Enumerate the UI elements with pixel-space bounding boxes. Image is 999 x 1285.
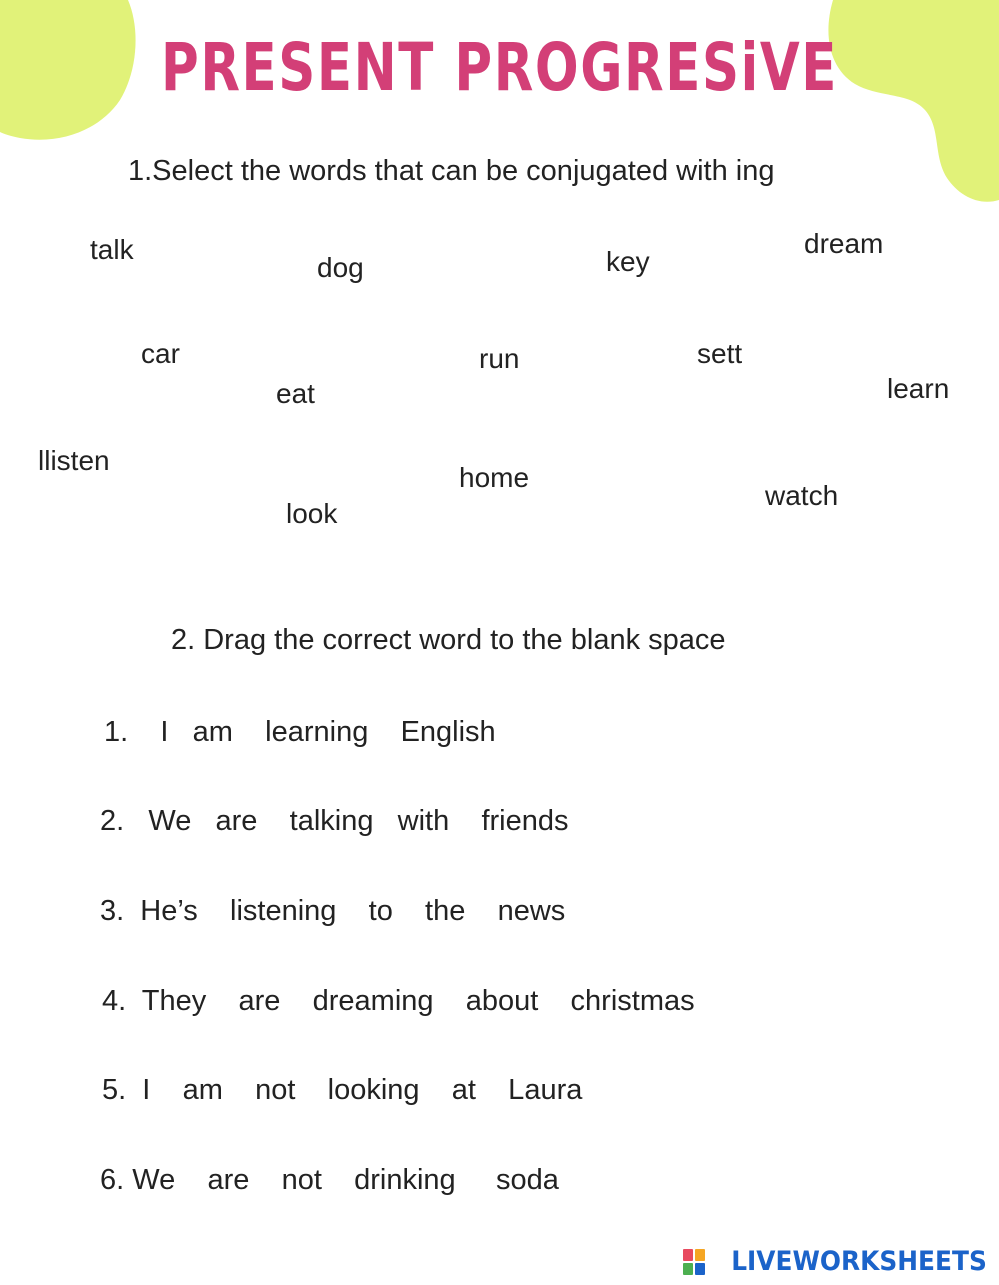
liveworksheets-logo-icon	[683, 1249, 705, 1275]
word-option[interactable]: talk	[90, 234, 134, 265]
brand-name: LIVEWORKSHEETS	[731, 1246, 987, 1277]
word-option[interactable]: run	[479, 343, 520, 374]
page-title: PRESENT PROGRESiVE	[161, 29, 838, 106]
word-option[interactable]: llisten	[38, 445, 110, 476]
sentence-line: 5. I am not looking at Laura	[102, 1074, 583, 1106]
liveworksheets-brand[interactable]	[683, 1247, 987, 1277]
word-option[interactable]: dog	[317, 252, 364, 283]
sentence-line: 4. They are dreaming about christmas	[102, 985, 695, 1017]
word-option[interactable]: home	[459, 462, 530, 493]
word-option[interactable]: dream	[804, 228, 884, 259]
instruction-select-words: 1.Select the words that can be conjugated with ing	[128, 155, 775, 187]
word-option[interactable]: look	[286, 498, 338, 529]
instruction-drag-words: 2. Drag the correct word to the blank space	[171, 624, 726, 656]
word-option[interactable]: learn	[887, 373, 950, 404]
word-option[interactable]: key	[606, 246, 650, 277]
word-option[interactable]: sett	[697, 338, 743, 369]
sentence-line: 6. We are not drinking soda	[100, 1164, 559, 1196]
sentence-line: 2. We are talking with friends	[100, 805, 569, 837]
sentence-line: 3. He’s listening to the news	[100, 895, 566, 927]
word-option[interactable]: watch	[765, 480, 839, 511]
word-option[interactable]: eat	[276, 378, 315, 409]
word-option[interactable]: car	[141, 338, 180, 369]
sentence-line: 1. I am learning English	[104, 716, 496, 748]
